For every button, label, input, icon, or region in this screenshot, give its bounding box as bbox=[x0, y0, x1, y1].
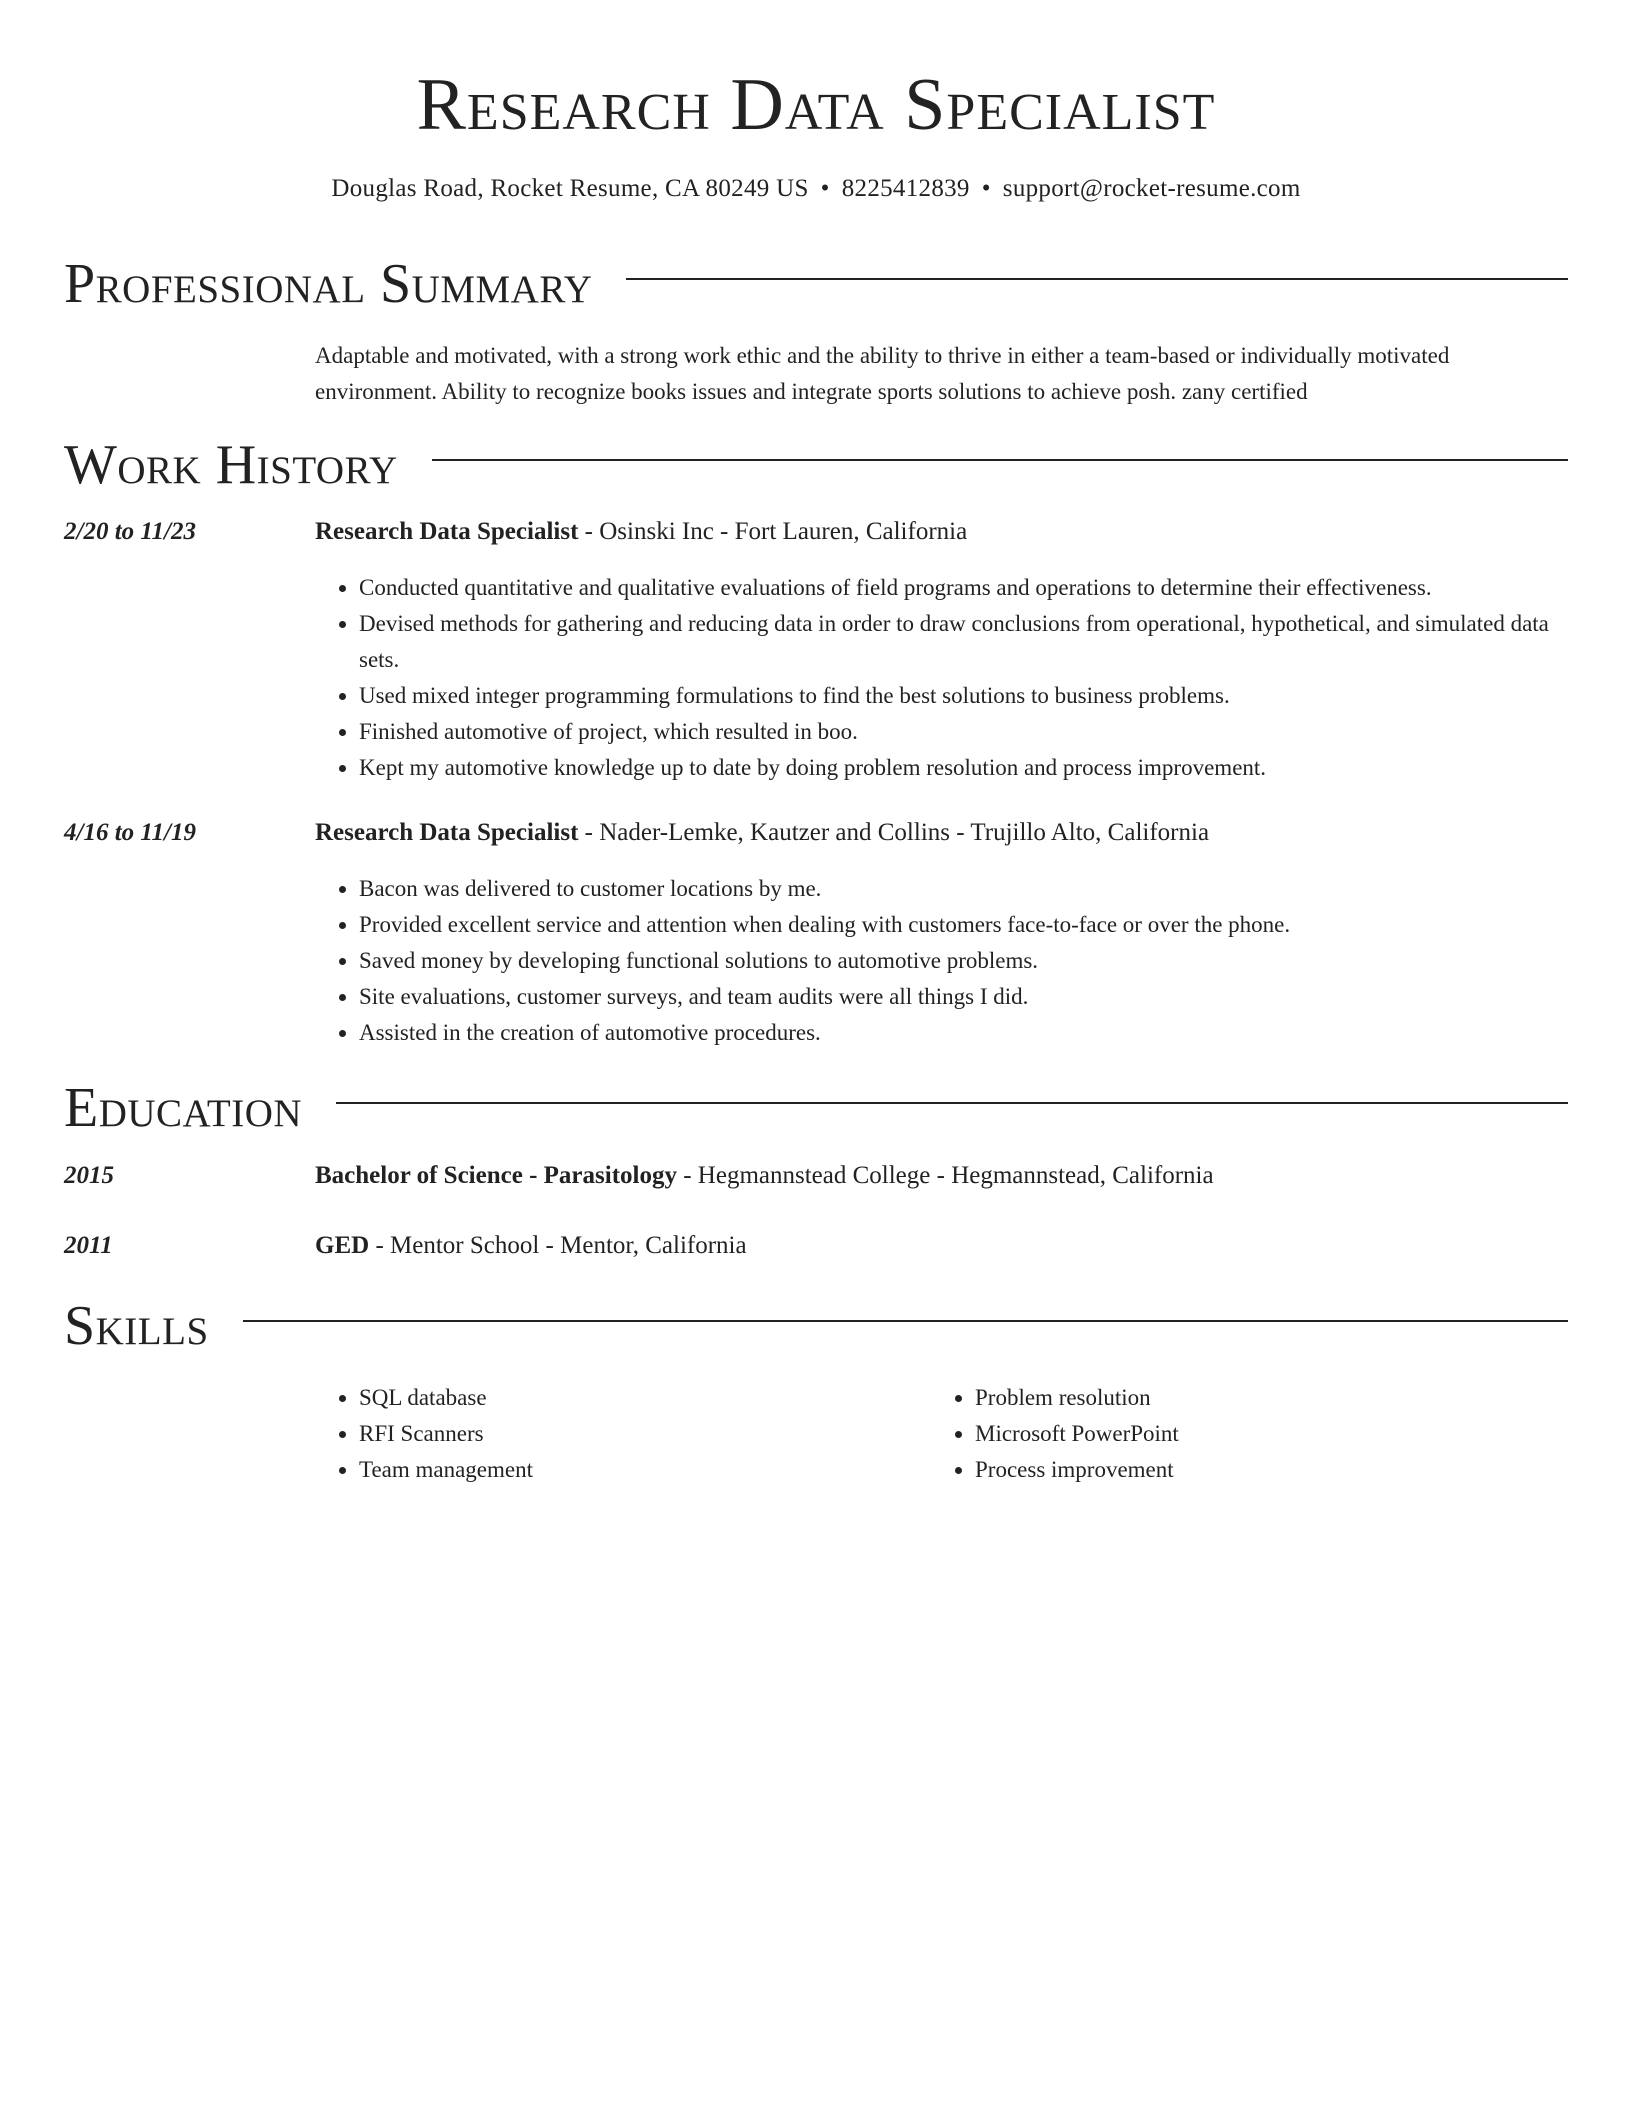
skill-item: • SQL database bbox=[359, 1380, 919, 1416]
summary-heading: Professional Summary bbox=[64, 253, 593, 315]
job-bullet: • Provided excellent service and attention when dealing with customers face-to-face or over the phone. bbox=[359, 907, 1568, 943]
job-bullet: • Saved money by developing functional solutions to automotive problems. bbox=[359, 943, 1568, 979]
contact-email: support@rocket-resume.com bbox=[1002, 175, 1301, 202]
job-title: Research Data Specialist bbox=[315, 819, 579, 846]
education-degree: Bachelor of Science - Parasitology bbox=[315, 1162, 677, 1189]
job-details: - Osinski Inc - Fort Lauren, California bbox=[578, 518, 968, 545]
contact-separator: • bbox=[820, 175, 830, 202]
job-bullets bbox=[315, 871, 1568, 1051]
job-bullets bbox=[315, 570, 1568, 786]
skill-item: • Microsoft PowerPoint bbox=[975, 1416, 1535, 1452]
job-bullet: • Kept my automotive knowledge up to date by doing problem resolution and process improvement. bbox=[359, 750, 1568, 786]
summary-text: Adaptable and motivated, with a strong work ethic and the ability to thrive in either a team-based or individually motivated environment. Ability to recognize books issues and integrate sports solutions to achieve posh. zany certified bbox=[315, 343, 1450, 404]
job-dates: 4/16 to 11/19 bbox=[64, 819, 196, 846]
job-dates: 2/20 to 11/23 bbox=[64, 518, 196, 545]
skill-item: • Process improvement bbox=[975, 1452, 1535, 1488]
job-bullet: • Used mixed integer programming formulations to find the best solutions to business problems. bbox=[359, 678, 1568, 714]
skill-item: • RFI Scanners bbox=[359, 1416, 919, 1452]
education-details: - Hegmannstead College - Hegmannstead, California bbox=[676, 1162, 1214, 1189]
education-heading: Education bbox=[64, 1077, 303, 1139]
education-year: 2011 bbox=[64, 1232, 113, 1259]
job-entry bbox=[64, 819, 1568, 1059]
skill-item: • Problem resolution bbox=[975, 1380, 1535, 1416]
skills-section-header bbox=[64, 1294, 1568, 1358]
job-entry bbox=[64, 518, 1568, 788]
education-entry bbox=[64, 1162, 1568, 1198]
job-details: - Nader-Lemke, Kautzer and Collins - Trujillo Alto, California bbox=[578, 819, 1210, 846]
education-section-header bbox=[64, 1076, 1568, 1140]
education-degree: GED bbox=[315, 1232, 370, 1259]
resume-title: Research Data Specialist bbox=[416, 64, 1216, 146]
education-entry bbox=[64, 1232, 1568, 1268]
skills-heading: Skills bbox=[64, 1295, 209, 1357]
job-bullet: • Bacon was delivered to customer locations by me. bbox=[359, 871, 1568, 907]
job-bullet: • Finished automotive of project, which resulted in boo. bbox=[359, 714, 1568, 750]
education-line bbox=[315, 1162, 1568, 1190]
contact-line bbox=[0, 175, 1632, 203]
education-line bbox=[315, 1232, 1568, 1260]
education-details: - Mentor School - Mentor, California bbox=[369, 1232, 747, 1259]
job-title-line bbox=[315, 518, 1568, 546]
skills-list-left bbox=[315, 1380, 919, 1488]
skill-item: • Team management bbox=[359, 1452, 919, 1488]
job-bullet: • Assisted in the creation of automotive procedures. bbox=[359, 1015, 1568, 1051]
section-divider bbox=[626, 278, 1568, 280]
contact-address: Douglas Road, Rocket Resume, CA 80249 US bbox=[331, 175, 809, 202]
section-divider bbox=[432, 459, 1568, 461]
job-bullet: • Conducted quantitative and qualitative evaluations of field programs and operations to determine their effectiveness. bbox=[359, 570, 1568, 606]
job-bullet: • Devised methods for gathering and reducing data in order to draw conclusions from operational, hypothetical, and simulated data sets. bbox=[359, 606, 1568, 678]
work-heading: Work History bbox=[64, 434, 398, 496]
education-year: 2015 bbox=[64, 1162, 114, 1189]
work-section-header bbox=[64, 433, 1568, 497]
section-divider bbox=[243, 1320, 1568, 1322]
contact-separator: • bbox=[981, 175, 991, 202]
contact-phone: 8225412839 bbox=[841, 175, 970, 202]
job-title-line bbox=[315, 819, 1568, 847]
summary-section-header bbox=[64, 252, 1568, 316]
job-bullet: • Site evaluations, customer surveys, and team audits were all things I did. bbox=[359, 979, 1568, 1015]
section-divider bbox=[336, 1102, 1568, 1104]
job-title: Research Data Specialist bbox=[315, 518, 579, 545]
skills-list-right bbox=[931, 1380, 1535, 1488]
